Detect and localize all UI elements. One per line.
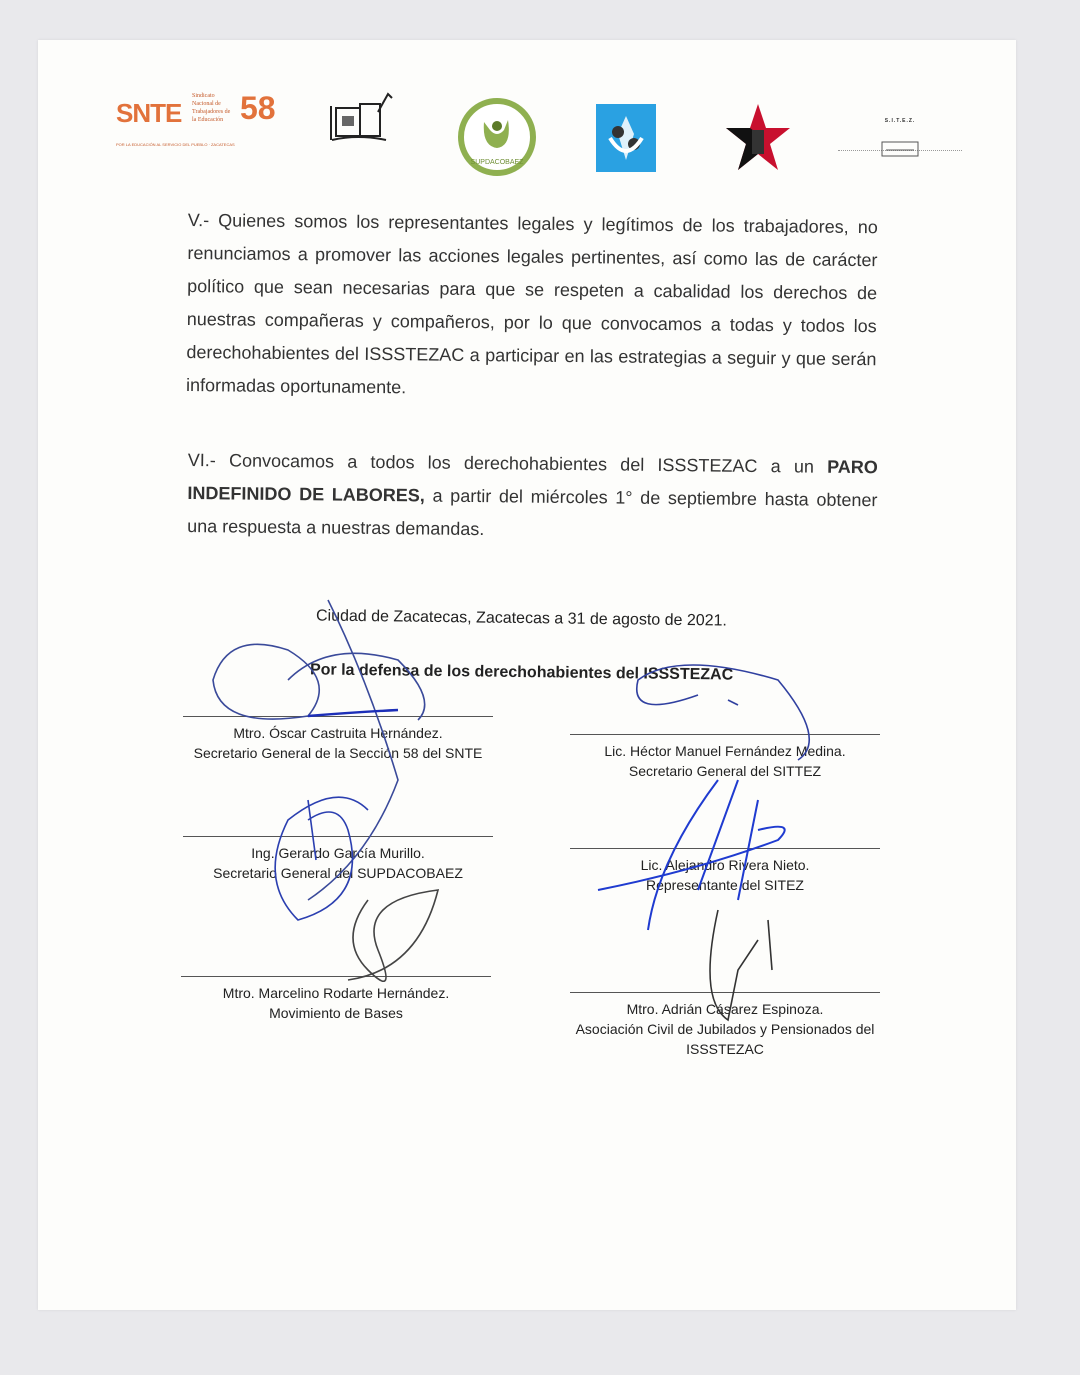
signatory-role: Secretario General del SITTEZ	[628, 763, 822, 779]
snte-section: 58	[240, 90, 276, 126]
signatory-name: Mtro. Óscar Castruita Hernández.	[233, 725, 443, 741]
paragraph-vi-text: VI.- Convocamos a todos los derechohabientes del ISSSTEZAC a un	[187, 449, 828, 477]
book-logo	[328, 92, 394, 156]
paragraph-vi-text-end: a partir del miércoles 1° de septiembre hasta obtener una respuesta a nuestras demandas.	[187, 485, 878, 540]
snte-name: Sindicato Nacional de Trabajadores de la Educación	[192, 93, 231, 123]
signature-block-3	[183, 836, 493, 883]
signatory-name: Lic. Héctor Manuel Fernández Medina.	[604, 743, 846, 759]
signatory-name: Mtro. Marcelino Rodarte Hernández.	[222, 985, 450, 1001]
signatory-name: Lic. Alejandro Rivera Nieto.	[640, 857, 810, 873]
closing-line: Por la defensa de los derechohabientes del ISSSTEZAC	[309, 661, 734, 684]
supdacobaez-logo	[458, 98, 536, 176]
snte-logo	[116, 90, 280, 148]
sitez-logo	[838, 118, 962, 178]
signature-block-5	[181, 976, 491, 1023]
signature-block-6	[570, 992, 880, 1059]
signature-block-2	[570, 734, 880, 781]
signatory-role: Secretario General del SUPDACOBAEZ	[213, 865, 463, 881]
document-page	[38, 40, 1016, 1310]
red-black-star-logo	[726, 104, 790, 172]
signatory-name: Ing. Gerardo García Murillo.	[251, 845, 425, 861]
signatory-role: Secretario General de la Sección 58 del SNTE	[193, 745, 483, 761]
place-date: Ciudad de Zacatecas, Zacatecas a 31 de agosto de 2021.	[315, 607, 728, 630]
signatory-role: Asociación Civil de Jubilados y Pensionados del ISSSTEZAC	[575, 1021, 875, 1057]
signatory-name: Mtro. Adrián Cásarez Espinoza.	[626, 1001, 824, 1017]
snte-wordmark: SNTE	[116, 98, 182, 128]
paragraph-vi-bold: PARO INDEFINIDO DE LABORES,	[187, 456, 878, 506]
blue-union-logo	[596, 104, 656, 172]
signature-block-1	[183, 716, 493, 763]
sitez-text: S.I.T.E.Z.	[884, 118, 916, 124]
paragraph-vi	[187, 444, 878, 550]
snte-motto: POR LA EDUCACIÓN AL SERVICIO DEL PUEBLO · ZACATECAS	[116, 142, 235, 147]
supdacobaez-text: SUPDACOBAEZ	[470, 159, 524, 166]
signature-block-4	[570, 848, 880, 895]
paragraph-v: V.- Quienes somos los representantes legales y legítimos de los trabajadores, no renunciamos a promover las acciones legales pertinentes, así como las de carácter político que sean necesarias para que se respeten a cabalidad los derechos de nuestras compañeras y compañeros, por lo que convocamos a todas y todos los derechohabientes del ISSSTEZAC a participar en las estrategias a seguir y que serán informadas oportunamente.	[185, 209, 878, 398]
signatory-role: Representante del SITEZ	[646, 877, 804, 893]
signatory-role: Movimiento de Bases	[269, 1005, 403, 1021]
